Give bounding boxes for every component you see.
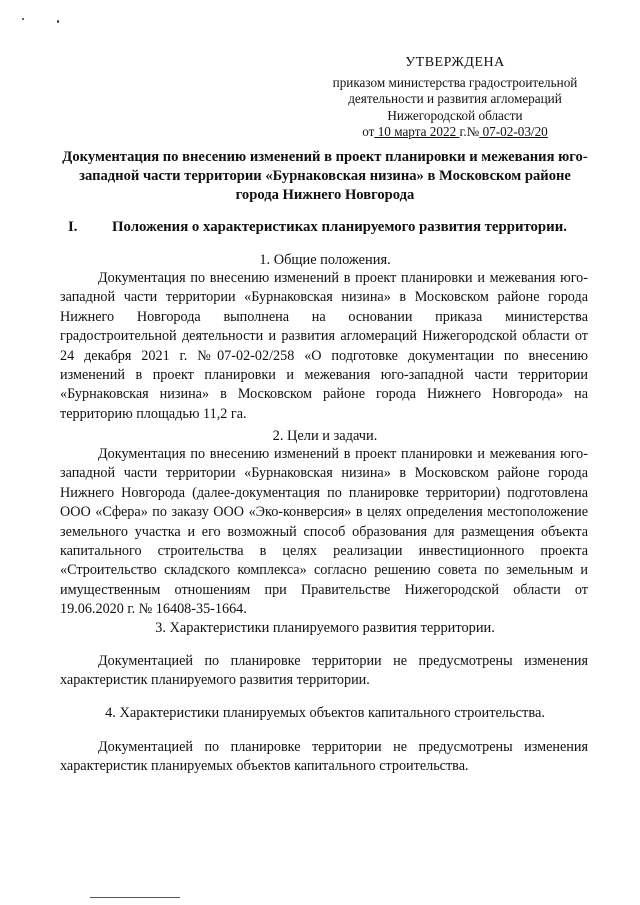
footer-rule <box>90 897 180 898</box>
paragraph-general: Документация по внесению изменений в проект планировки и межевания юго-западной части территории «Бурнаковская низина» в Московском районе города Нижнего Новгорода выполнена на основании приказа министерства градостроительной деятельности и развития агломераций Нижегородской области от 24 декабря 2021 г. №07-02-02/258 «О подготовке документации по внесению изменений в проект планировки и межевания юго-западной части территории «Бурнаковская низина» в Московском районе города Нижнего Новгорода» на территорию площадью 11,2 га. <box>60 270 588 422</box>
subsection-heading-territory: 3. Характеристики планируемого развития территории. <box>155 620 495 636</box>
approval-number-label: г.№ <box>459 124 480 139</box>
document-title: Документация по внесению изменений в проект планировки и межевания юго-западной части территории «Бурнаковская низина» в Московском районе города Нижнего Новгорода <box>62 149 588 203</box>
approval-line-2: деятельности и развития агломераций <box>348 91 562 106</box>
section-heading-text: Положения о характеристиках планируемого развития территории. <box>112 219 567 235</box>
section-number: I. <box>68 219 78 235</box>
approval-stamp-block <box>320 55 590 141</box>
subsection-heading-general: 1. Общие положения. <box>259 252 391 268</box>
scan-speck <box>57 20 59 23</box>
approval-line-1: приказом министерства градостроительной <box>332 74 578 90</box>
approval-number: 07-02-03/20 <box>479 124 548 139</box>
approval-line-3: Нижегородской области <box>387 107 523 123</box>
subsection-heading-goals: 2. Цели и задачи. <box>272 428 378 444</box>
section-heading <box>68 218 598 237</box>
scan-speck <box>22 18 24 20</box>
approval-date-prefix: от <box>362 124 375 139</box>
approval-date: 10 марта 2022 <box>374 124 460 139</box>
subsection-heading-objects: 4. Характеристики планируемых объектов капитального строительства. <box>105 705 545 721</box>
paragraph-goals: Документация по внесению изменений в проект планировки и межевания юго-западной части территории «Бурнаковская низина» в Московском районе города Нижнего Новгорода (далее-документация по планировке территории) подготовлена ООО «Сфера» по заказу ООО «Эко-конверсия» в целях определения местоположение земельного участка и его возможный способ образования для размещения объекта капитального строительства в целях реализации инвестиционного проекта «Строительство складского комплекса» согласно решению совета по земельным и имущественным отношениям при Правительстве Нижегородской области от 19.06.2020 г. № 16408-35-1664. <box>60 446 588 618</box>
approval-stamp: УТВЕРЖДЕНА <box>405 55 505 70</box>
paragraph-territory: Документацией по планировке территории не предусмотрены изменения характеристик планируемого развития территории. <box>60 653 588 689</box>
approval-date-line <box>320 124 590 141</box>
paragraph-objects: Документацией по планировке территории не предусмотрены изменения характеристик планируемых объектов капитального строительства. <box>60 739 588 775</box>
